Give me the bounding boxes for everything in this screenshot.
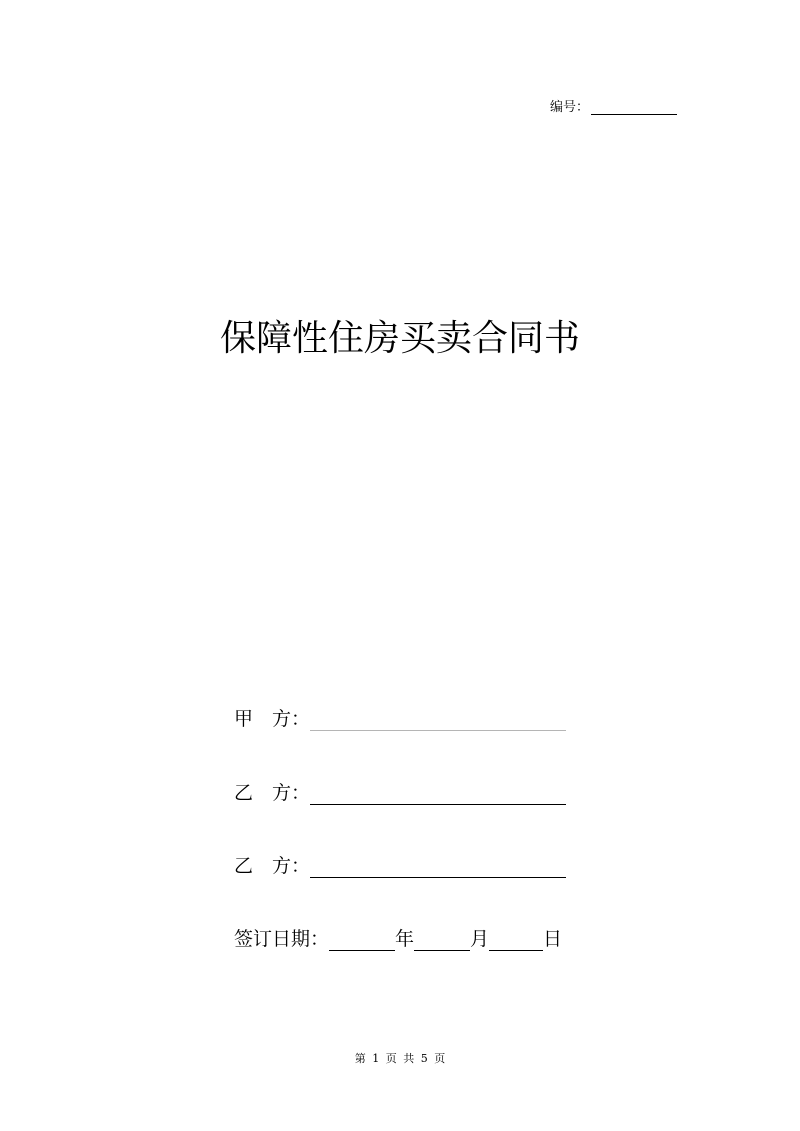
total-prefix: 共 <box>403 1052 415 1065</box>
party-b-blank-line <box>310 784 566 805</box>
page-prefix: 第 <box>354 1052 366 1065</box>
party-a-field <box>234 704 566 731</box>
party-a-blank-line <box>310 710 566 731</box>
signing-date-label: 签订日期： <box>234 928 330 950</box>
total-unit: 页 <box>434 1052 446 1065</box>
page-footer <box>0 1050 800 1066</box>
signing-date-field <box>234 924 562 951</box>
party-c-blank-line <box>310 857 566 878</box>
party-a-label-char: 甲 <box>234 708 254 730</box>
year-label: 年 <box>395 928 415 950</box>
serial-blank-line <box>591 100 677 115</box>
serial-label: 编号： <box>550 100 590 115</box>
page-unit: 页 <box>385 1052 397 1065</box>
party-c-label-char: 乙 <box>234 855 254 877</box>
party-a-label-suffix: 方： <box>272 708 311 730</box>
party-b-label-char: 乙 <box>234 782 254 804</box>
month-label: 月 <box>470 928 490 950</box>
month-blank-line <box>414 930 470 951</box>
document-title: 保障性住房买卖合同书 <box>219 318 580 359</box>
party-b-label-suffix: 方： <box>272 782 311 804</box>
serial-number <box>550 96 677 115</box>
party-c-field <box>234 851 566 878</box>
day-blank-line <box>489 930 543 951</box>
year-blank-line <box>329 930 395 951</box>
page-number: 1 <box>372 1052 380 1065</box>
day-label: 日 <box>543 928 563 950</box>
total-pages: 5 <box>420 1052 428 1065</box>
party-c-label-suffix: 方： <box>272 855 311 877</box>
party-b-field <box>234 778 566 805</box>
